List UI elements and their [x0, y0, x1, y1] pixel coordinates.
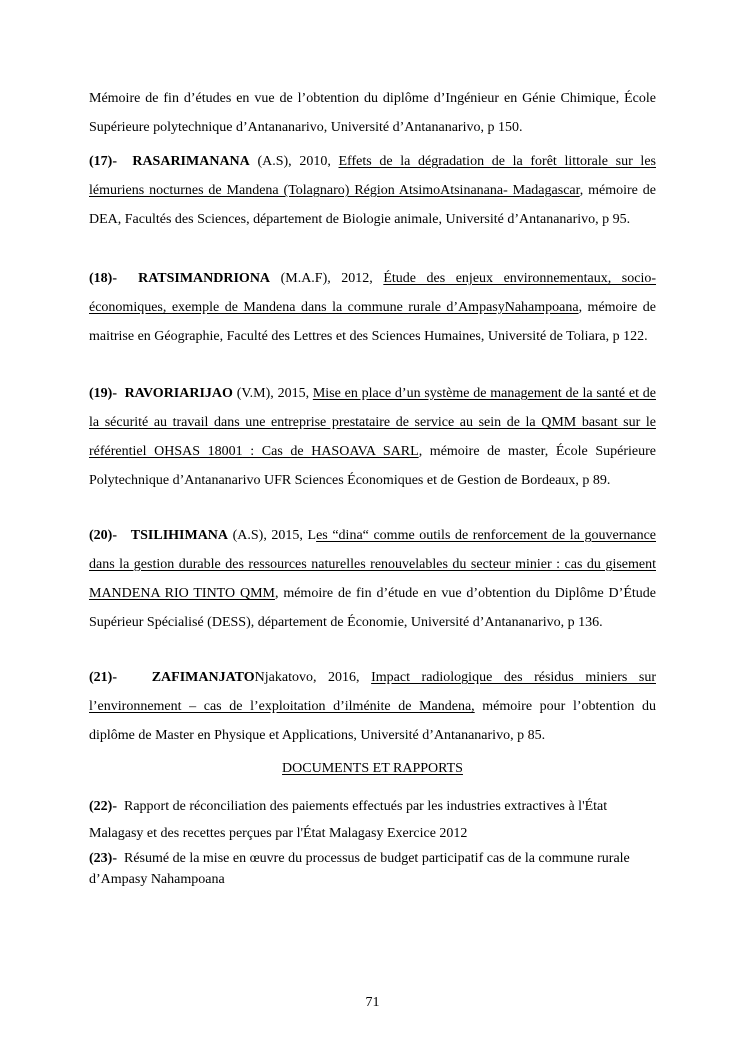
reference-author: RATSIMANDRIONA	[138, 271, 271, 286]
reference-meta: (V.M), 2015,	[232, 386, 313, 401]
section-heading: DOCUMENTS ET RAPPORTS	[282, 761, 463, 776]
reference-20	[89, 521, 656, 637]
page-number: 71	[365, 995, 380, 1010]
reference-title: Effets de la dégradation de la forêt littorale sur les lémuriens nocturnes de Mandena (Tolagnaro) Région AtsimoAtsinanana- Madagascar	[89, 154, 656, 198]
reference-title: Étude des enjeux environnementaux, socio-économiques, exemple de Mandena dans la commune rurale d’AmpasyNahampoana	[89, 271, 657, 315]
reference-author: TSILIHIMANA	[130, 528, 229, 543]
reference-meta: (A.S), 2010,	[249, 154, 339, 169]
reference-number: (19)-	[89, 386, 117, 401]
reference-details: mémoire pour l’obtention du diplôme de Master en Physique et Applications, Université d’Antananarivo, p 85.	[89, 699, 656, 743]
reference-21	[89, 663, 656, 750]
document-23	[89, 848, 656, 890]
reference-author: RASARIMANANA	[132, 154, 250, 169]
reference-18	[89, 264, 656, 351]
intro-paragraph: Mémoire de fin d’études en vue de l’obtention du diplôme d’Ingénieur en Génie Chimique, École Supérieure polytechnique d’Antananarivo, Université d’Antananarivo, p 150.	[89, 91, 656, 135]
document-number: (22)-	[89, 799, 117, 814]
reference-number: (21)-	[89, 670, 117, 685]
document-text: Résumé de la mise en œuvre du processus de budget participatif cas de la commune rurale d’Ampasy Nahampoana	[89, 851, 630, 887]
reference-number: (20)-	[89, 528, 117, 543]
reference-details: , mémoire de fin d’étude en vue d’obtention du Diplôme D’Étude Supérieur Spécialisé (DESS), département de Économie, Université d’Antananarivo, p 136.	[89, 586, 656, 630]
reference-title: Mise en place d’un système de management de la santé et de la sécurité au travail dans une entreprise prestataire de service au sein de la QMM basant sur le référentiel OHSAS 18001 : Cas de HASOAVA SARL	[89, 386, 657, 459]
reference-details: , mémoire de master, École Supérieure Polytechnique d’Antananarivo UFR Sciences Économiques et de Gestion de Bordeaux, p 89.	[89, 444, 657, 488]
reference-17	[89, 147, 656, 234]
reference-meta: (M.A.F), 2012,	[270, 271, 384, 286]
reference-author: ZAFIMANJATO	[151, 670, 255, 685]
reference-meta: (A.S), 2015, L	[228, 528, 317, 543]
reference-author: RAVORIARIJAO	[124, 386, 233, 401]
reference-title: Impact radiologique des résidus miniers sur l’environnement – cas de l’exploitation d’ilménite de Mandena,	[89, 670, 656, 714]
reference-details: , mémoire de DEA, Facultés des Sciences, département de Biologie animale, Université d’Antananarivo, p 95.	[89, 183, 656, 227]
reference-details: , mémoire de maitrise en Géographie, Faculté des Lettres et des Sciences Humaines, Université de Toliara, p 122.	[89, 300, 656, 344]
reference-number: (18)-	[89, 271, 117, 286]
reference-number: (17)-	[89, 154, 117, 169]
document-number: (23)-	[89, 851, 117, 866]
reference-meta: Njakatovo, 2016,	[254, 670, 372, 685]
reference-19	[89, 379, 656, 495]
document-22	[89, 793, 656, 847]
reference-title: es “dina“ comme outils de renforcement de la gouvernance dans la gestion durable des ressources naturelles renouvelables du secteur minier : cas du gisement MANDENA RIO TINTO QMM	[89, 528, 657, 601]
document-text: Rapport de réconciliation des paiements effectués par les industries extractives à l'État Malagasy et des recettes perçues par l'État Malagasy Exercice 2012	[89, 799, 608, 841]
